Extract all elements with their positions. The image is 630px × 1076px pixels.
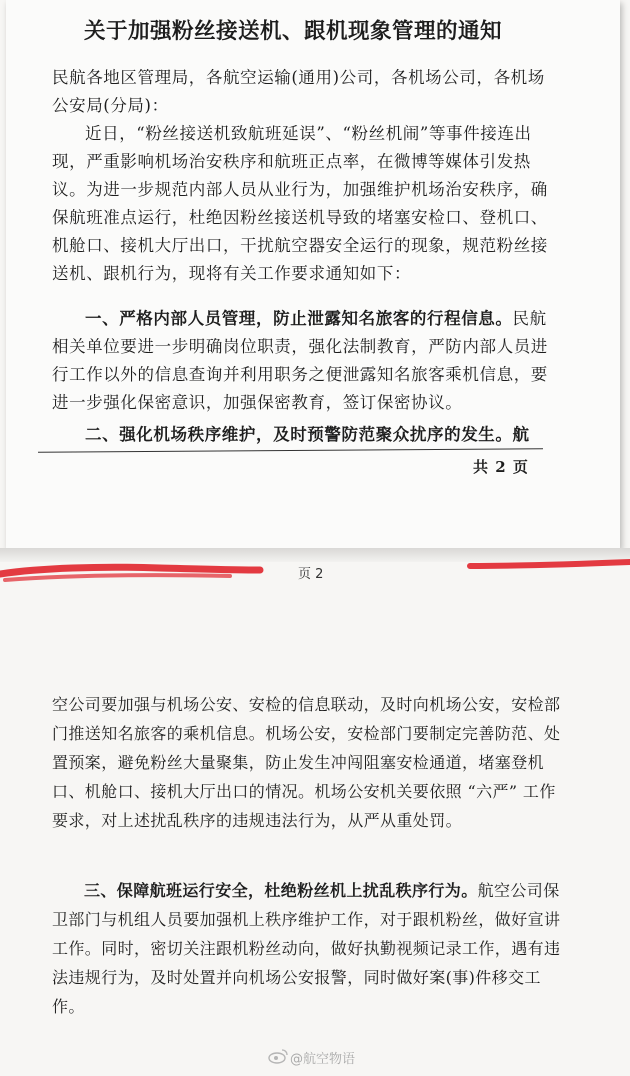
red-stroke-left-2 — [5, 575, 230, 580]
watermark-text: @航空物语 — [290, 1052, 356, 1067]
section-3-paragraph — [52, 876, 572, 1021]
page-2-header: 页 2 — [298, 567, 324, 582]
section-2-heading-text: 二、强化机场秩序维护，及时预警防范聚众扰序的发生。航 — [85, 425, 530, 444]
section-1-body: 民航相关单位要进一步明确岗位职责，强化法制教育，严防内部人员进行工作以外的信息查询并利用职务之便泄露知名旅客乘机信息，要进一步强化保密意识，加强保密教育，签订保密协议。 — [52, 309, 548, 412]
addressee-paragraph: 民航各地区管理局，各航空运输(通用)公司，各机场公司，各机场公安局(分局)： — [52, 68, 545, 115]
section-1-heading: 一、严格内部人员管理，防止泄露知名旅客的行程信息。 — [85, 309, 513, 328]
intro-text: 近日，“粉丝接送机致航班延误”、“粉丝机闹”等事件接连出现，严重影响机场治安秩序和航班正点率，在微博等媒体引发热议。为进一步规范内部人员从业行为，加强维护机场治安秩序，确保航班准点运行，杜绝因粉丝接送机导致的堵塞安检口、登机口、机舱口、接机大厅出口，干扰航空器安全运行的现象，规范粉丝接送机、跟机行为，现将有关工作要求通知如下： — [52, 124, 548, 283]
section-3-body: 航空公司保卫部门与机组人员要加强机上秩序维护工作，对于跟机粉丝，做好宣讲工作。同时，密切关注跟机粉丝动向，做好执勤视频记录工作，遇有违法违规行为，及时处置并向机场公安报警，同时做好案(事)件移交工作。 — [52, 881, 561, 1016]
section-1-paragraph — [52, 305, 552, 417]
section-2-heading — [52, 421, 552, 449]
page-count-footer: 共 2 页 — [473, 458, 529, 476]
weibo-icon — [268, 1048, 288, 1064]
intro-paragraph — [52, 120, 552, 288]
red-stroke-right — [470, 562, 630, 566]
section-2-continued: 空公司要加强与机场公安、安检的信息联动，及时向机场公安，安检部门推送知名旅客的乘机信息。机场公安，安检部门要制定完善防范、处置预案，避免粉丝大量聚集，防止发生冲闯阻塞安检通道，堵塞登机口、机舱口、接机大厅出口的情况。机场公安机关要依照 “六严” 工作要求，对上述扰乱秩序的违规违法行为，从严从重处罚。 — [52, 695, 561, 830]
document-title: 关于加强粉丝接送机、跟机现象管理的通知 — [84, 19, 503, 44]
red-stroke-left — [0, 567, 260, 574]
section-3-heading: 三、保障航班运行安全，杜绝粉丝机上扰乱秩序行为。 — [84, 881, 478, 900]
